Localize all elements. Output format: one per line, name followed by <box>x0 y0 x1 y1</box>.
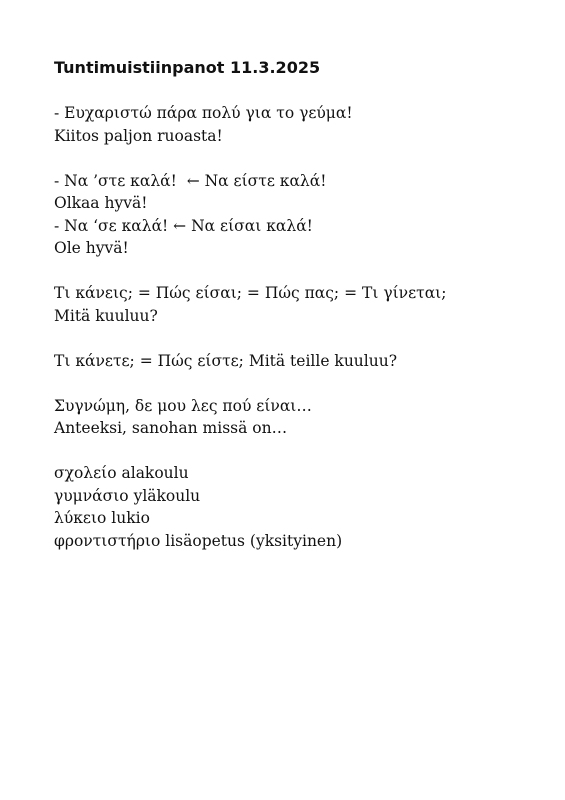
text-line: Olkaa hyvä! <box>54 194 148 212</box>
vocabulary-line: σχολείο alakoulu <box>54 464 189 482</box>
blank-line <box>54 372 534 395</box>
vocabulary-line: γυμνάσιο yläkoulu <box>54 486 201 505</box>
blank-line <box>54 147 534 170</box>
blank-line <box>54 260 534 283</box>
text-line: - Να ’στε καλά! ← Να είστε καλά! <box>54 171 327 190</box>
document-title: Tuntimuistiinpanot 11.3.2025 <box>54 58 321 77</box>
text-line: Τι κάνεις; = Πώς είσαι; = Πώς πας; = Τι γίνεται; <box>54 284 447 302</box>
text-line: - Ευχαριστώ πάρα πολύ για το γεύμα! <box>54 104 353 122</box>
vocabulary-line: λύκειο lukio <box>54 509 150 527</box>
vocabulary-line: φροντιστήριο lisäopetus (yksityinen) <box>54 531 343 550</box>
text-line: Anteeksi, sanohan missä on… <box>54 419 288 437</box>
blank-line <box>54 80 534 103</box>
text-line: Τι κάνετε; = Πώς είστε; Mitä teille kuuluu? <box>54 351 398 370</box>
text-line: Συγνώμη, δε μου λες πού είναι… <box>54 396 312 415</box>
blank-line <box>54 440 534 463</box>
text-line: Ole hyvä! <box>54 239 129 257</box>
blank-line <box>54 327 534 350</box>
text-line: - Να ‘σε καλά! ← Να είσαι καλά! <box>54 216 313 235</box>
text-line: Mitä kuuluu? <box>54 306 158 325</box>
text-line: Kiitos paljon ruoasta! <box>54 126 223 145</box>
document-body <box>54 57 534 552</box>
